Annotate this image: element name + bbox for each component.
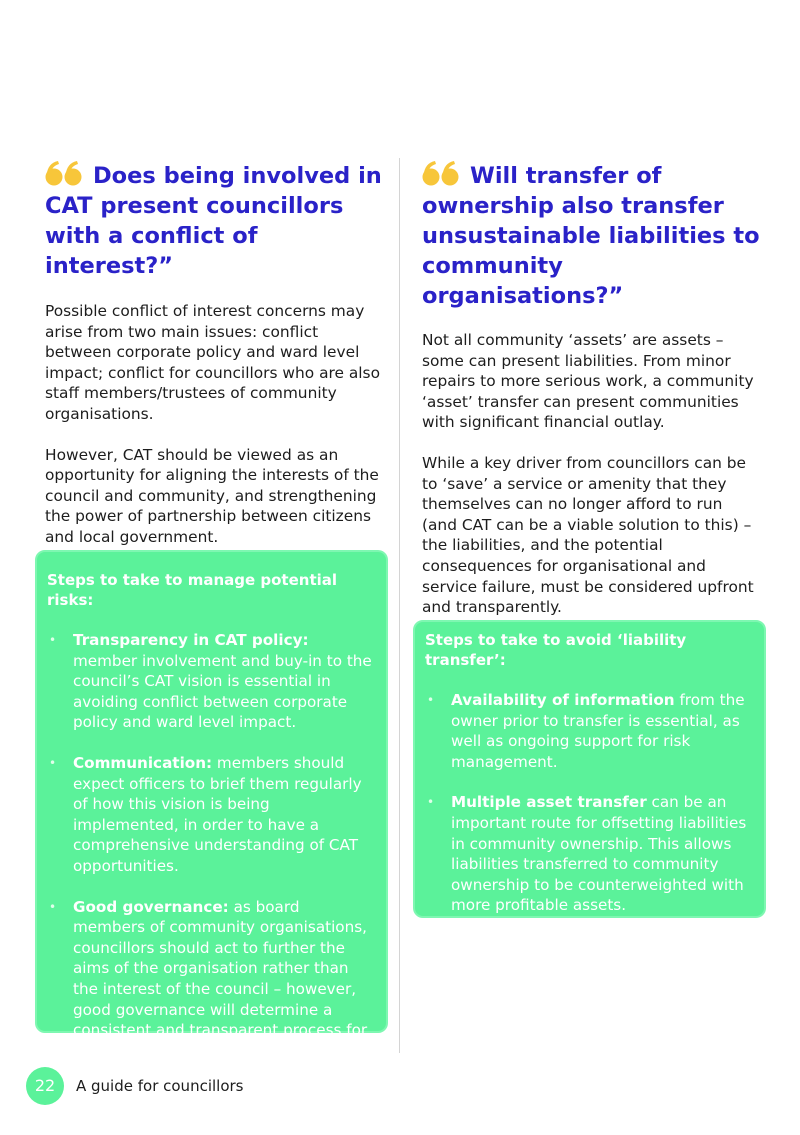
right-column	[422, 160, 762, 618]
left-heading-text: Does being involved in CAT present councillors with a conflict of interest?”	[45, 163, 382, 279]
right-steps-title: Steps to take to avoid ‘liability transfer’:	[425, 631, 687, 669]
right-heading	[422, 160, 762, 311]
step-lead: Availability of information	[451, 691, 675, 709]
page-number: 22	[34, 1076, 56, 1095]
step-text: from the owner prior to transfer is essential, as well as ongoing support for risk management.	[451, 691, 745, 771]
list-item	[47, 630, 376, 733]
left-steps-list	[47, 630, 376, 1082]
list-item	[47, 897, 376, 1082]
left-steps-title: Steps to take to manage potential risks:	[47, 571, 338, 609]
step-text: members should expect officers to brief them regularly of how this vision is being implemented, in order to have a comprehensive understanding of CAT opportunities.	[73, 753, 362, 875]
list-item	[425, 792, 754, 916]
right-paragraph-1: Not all community ‘assets’ are assets – some can present liabilities. From minor repairs to more serious work, a community ‘asset’ transfer can present communities with significant financial outlay.	[422, 331, 754, 432]
left-steps-box	[35, 550, 388, 1081]
step-lead: Multiple asset transfer	[451, 793, 647, 812]
right-heading-text: Will transfer of ownership also transfer unsustainable liabilities to community organisations?”	[422, 163, 760, 309]
right-steps-list	[425, 690, 754, 916]
left-paragraph-1: Possible conflict of interest concerns may arise from two main issues: conflict between corporate policy and ward level impact; conflict for councillors who are also staff members/trustees of community organisations.	[45, 302, 380, 423]
step-lead: Communication:	[73, 753, 213, 772]
step-text: as board members of community organisations, councillors should act to further the aims of the organisation rather than the interest of the council – however, good governance will determine a consistent and transparent process for dealing with potential conflicts of interest.	[73, 897, 368, 1081]
left-column	[45, 160, 385, 548]
quote-marks-icon	[422, 160, 460, 186]
quote-marks-icon	[45, 160, 83, 186]
list-item	[47, 753, 376, 877]
page-number-badge	[26, 1067, 64, 1105]
column-divider	[399, 158, 400, 1053]
step-lead: Transparency in CAT policy:	[73, 631, 309, 649]
list-item	[425, 690, 754, 772]
step-text: can be an important route for offsetting liabilities in community ownership. This allows liabilities transferred to community ownership to be counterweighted with more profitable assets.	[451, 793, 747, 915]
right-steps-box	[413, 620, 766, 918]
left-paragraph-2: However, CAT should be viewed as an opportunity for aligning the interests of the council and community, and strengthening the power of partnership between citizens and local government.	[45, 445, 379, 546]
step-text: member involvement and buy-in to the council’s CAT vision is essential in avoiding conflict between corporate policy and ward level impact.	[73, 651, 372, 732]
left-heading	[45, 160, 385, 281]
footer-title: A guide for councillors	[76, 1077, 244, 1095]
step-lead: Good governance:	[73, 897, 229, 916]
right-paragraph-2: While a key driver from councillors can be to ‘save’ a service or amenity that they themselves can no longer afford to run (and CAT can be a viable solution to this) – the liabilities, and the potential consequences for organisational and service failure, must be considered upfront and transparently.	[422, 453, 754, 617]
